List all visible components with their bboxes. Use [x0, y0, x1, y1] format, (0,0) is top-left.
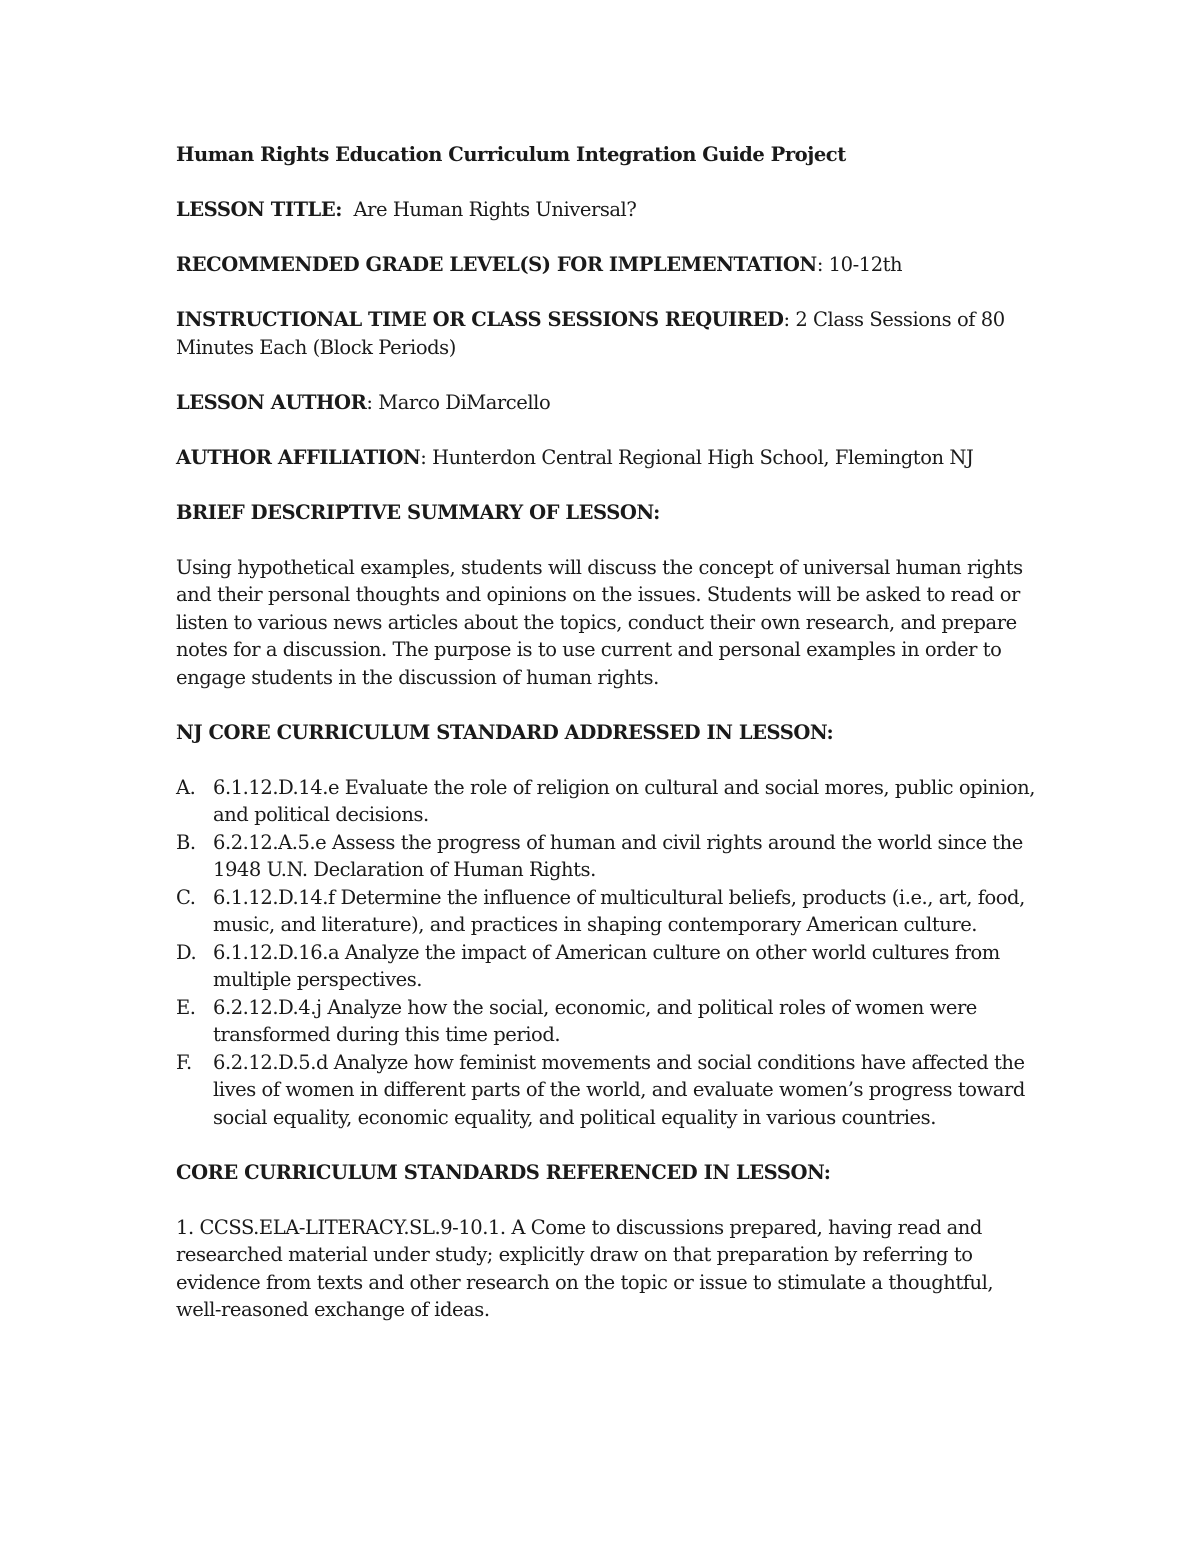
- lesson-title-label: LESSON TITLE:: [176, 198, 342, 221]
- list-item-text: 6.2.12.A.5.e Assess the progress of human and civil rights around the world since the 1948 U.N. Declaration of Human Rights.: [213, 830, 1023, 881]
- author-label: LESSON AUTHOR: [176, 390, 367, 414]
- list-item: [176, 774, 1036, 829]
- author-value: : Marco DiMarcello: [366, 390, 551, 414]
- list-item: [176, 994, 1036, 1049]
- document-title: Human Rights Education Curriculum Integration Guide Project: [176, 143, 846, 166]
- instructional-time-label: INSTRUCTIONAL TIME OR CLASS SESSIONS REQUIRED: [176, 308, 784, 331]
- list-item-text: 6.2.12.D.5.d Analyze how feminist movements and social conditions have affected the lives of women in different parts of the world, and evaluate women’s progress toward social equality, economic equality, and political equality in various countries.: [213, 1050, 1025, 1129]
- nj-standards-list: [176, 774, 1036, 1132]
- list-item-text: 6.1.12.D.14.f Determine the influence of multicultural beliefs, products (i.e., art, food, music, and literature), and practices in shaping contemporary American culture.: [213, 885, 1025, 936]
- core-standards-text: 1. CCSS.ELA-LITERACY.SL.9-10.1. A Come to discussions prepared, having read and researched material under study; explicitly draw on that preparation by referring to evidence from texts and other research on the topic or issue to stimulate a thoughtful, well-reasoned exchange of ideas.: [176, 1215, 994, 1321]
- list-item: [176, 884, 1036, 939]
- nj-standards-heading: NJ CORE CURRICULUM STANDARD ADDRESSED IN LESSON:: [176, 720, 834, 744]
- summary-text: Using hypothetical examples, students will discuss the concept of universal human rights and their personal thoughts and opinions on the issues. Students will be asked to read or listen to various news articles about the topics, conduct their own research, and prepare notes for a discussion. The purpose is to use current and personal examples in order to engage students in the discussion of human rights.: [176, 555, 1023, 689]
- summary-heading: BRIEF DESCRIPTIVE SUMMARY OF LESSON:: [176, 500, 660, 524]
- core-standards-heading: CORE CURRICULUM STANDARDS REFERENCED IN LESSON:: [176, 1160, 831, 1184]
- document-page: [176, 141, 1036, 1351]
- grade-level-field: [176, 251, 1036, 279]
- affiliation-label: AUTHOR AFFILIATION: [176, 445, 421, 469]
- list-item-letter: D.: [176, 940, 197, 964]
- affiliation-value: : Hunterdon Central Regional High School, Flemington NJ: [420, 445, 974, 469]
- author-field: [176, 389, 1036, 417]
- grade-level-value: : 10-12th: [816, 253, 903, 276]
- instructional-time-value: : 2 Class Sessions of 80 Minutes Each (Block Periods): [176, 308, 1005, 359]
- list-item-letter: F.: [176, 1050, 192, 1074]
- list-item: [176, 829, 1036, 884]
- list-item-letter: A.: [176, 775, 196, 799]
- list-item-letter: E.: [176, 995, 196, 1019]
- list-item: [176, 939, 1036, 994]
- list-item: [176, 1049, 1036, 1132]
- list-item-text: 6.1.12.D.14.e Evaluate the role of religion on cultural and social mores, public opinion, and political decisions.: [213, 775, 1035, 826]
- affiliation-field: [176, 444, 1036, 472]
- instructional-time-field: [176, 306, 1036, 361]
- lesson-title-value: Are Human Rights Universal?: [353, 198, 637, 221]
- grade-level-label: RECOMMENDED GRADE LEVEL(S) FOR IMPLEMENTATION: [176, 253, 817, 276]
- list-item-text: 6.2.12.D.4.j Analyze how the social, economic, and political roles of women were transformed during this time period.: [213, 995, 977, 1046]
- lesson-title-field: [176, 196, 1036, 224]
- list-item-letter: C.: [176, 885, 196, 909]
- list-item-letter: B.: [176, 830, 196, 854]
- list-item-text: 6.1.12.D.16.a Analyze the impact of American culture on other world cultures from multiple perspectives.: [213, 940, 1000, 991]
